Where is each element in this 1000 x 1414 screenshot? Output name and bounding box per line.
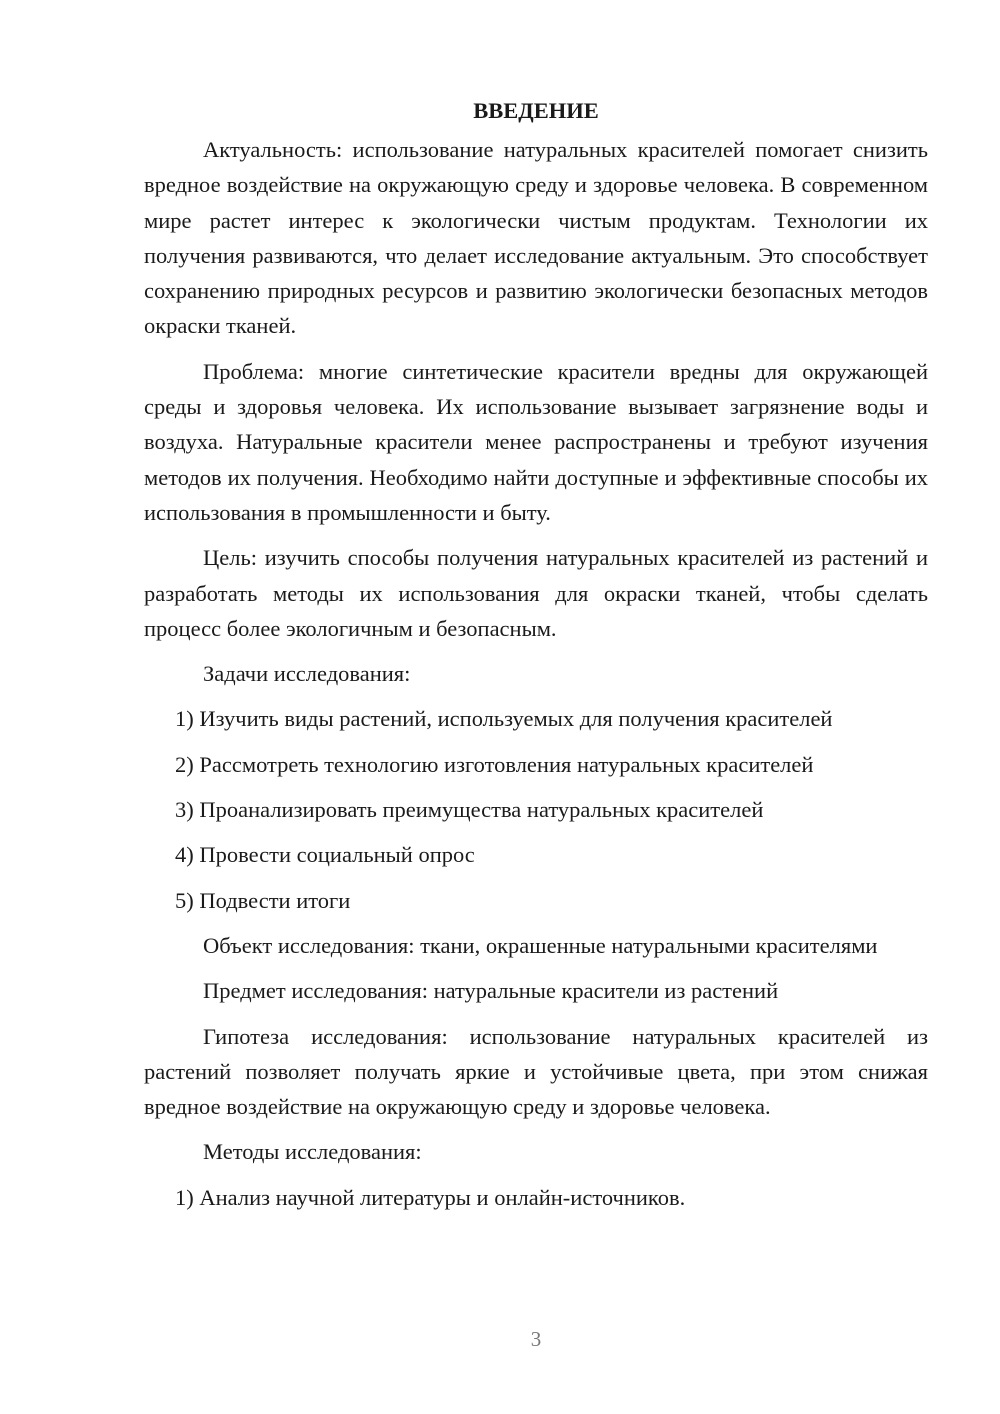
task-item: 4) Провести социальный опрос	[175, 842, 475, 868]
goal-paragraph: Цель: изучить способы получения натуральных красителей из растений и разработать методы их использования для окраски тканей, чтобы сделать процесс более экологичным и безопасным.	[144, 545, 928, 641]
task-item: 2) Рассмотреть технологию изготовления натуральных красителей	[175, 751, 814, 777]
tasks-heading: Задачи исследования:	[203, 661, 411, 687]
hypothesis-paragraph: Гипотеза исследования: использование натуральных красителей из растений позволяет получать яркие и устойчивые цвета, при этом снижая вредное воздействие на окружающую среду и здоровье человека.	[144, 1023, 928, 1120]
page-body	[144, 93, 928, 1225]
subject-line: Предмет исследования: натуральные красители из растений	[203, 978, 779, 1004]
page-number: 3	[530, 1327, 542, 1351]
task-item: 1) Изучить виды растений, используемых для получения красителей	[175, 706, 833, 732]
method-item: 1) Анализ научной литературы и онлайн-источников.	[175, 1184, 686, 1210]
task-item: 5) Подвести итоги	[175, 887, 351, 913]
page-title: ВВЕДЕНИЕ	[473, 98, 599, 123]
object-paragraph: Объект исследования: ткани, окрашенные натуральными красителями	[203, 932, 878, 958]
relevance-paragraph: Актуальность: использование натуральных красителей помогает снизить вредное воздействие на окружающую среду и здоровье человека. В современном мире растет интерес к экологически чистым продуктам. Технологии их получения развиваются, что делает исследование актуальным. Это способствует сохранению природных ресурсов и развитию экологически безопасных методов окраски тканей.	[144, 137, 928, 339]
problem-paragraph: Проблема: многие синтетические красители вредны для окружающей среды и здоровья человека. Их использование вызывает загрязнение воды и воздуха. Натуральные красители менее распространены и требуют изучения методов их получения. Необходимо найти доступные и эффективные способы их использования в промышленности и быту.	[144, 358, 928, 525]
methods-heading: Методы исследования:	[203, 1139, 422, 1165]
task-item: 3) Проанализировать преимущества натуральных красителей	[175, 797, 764, 823]
